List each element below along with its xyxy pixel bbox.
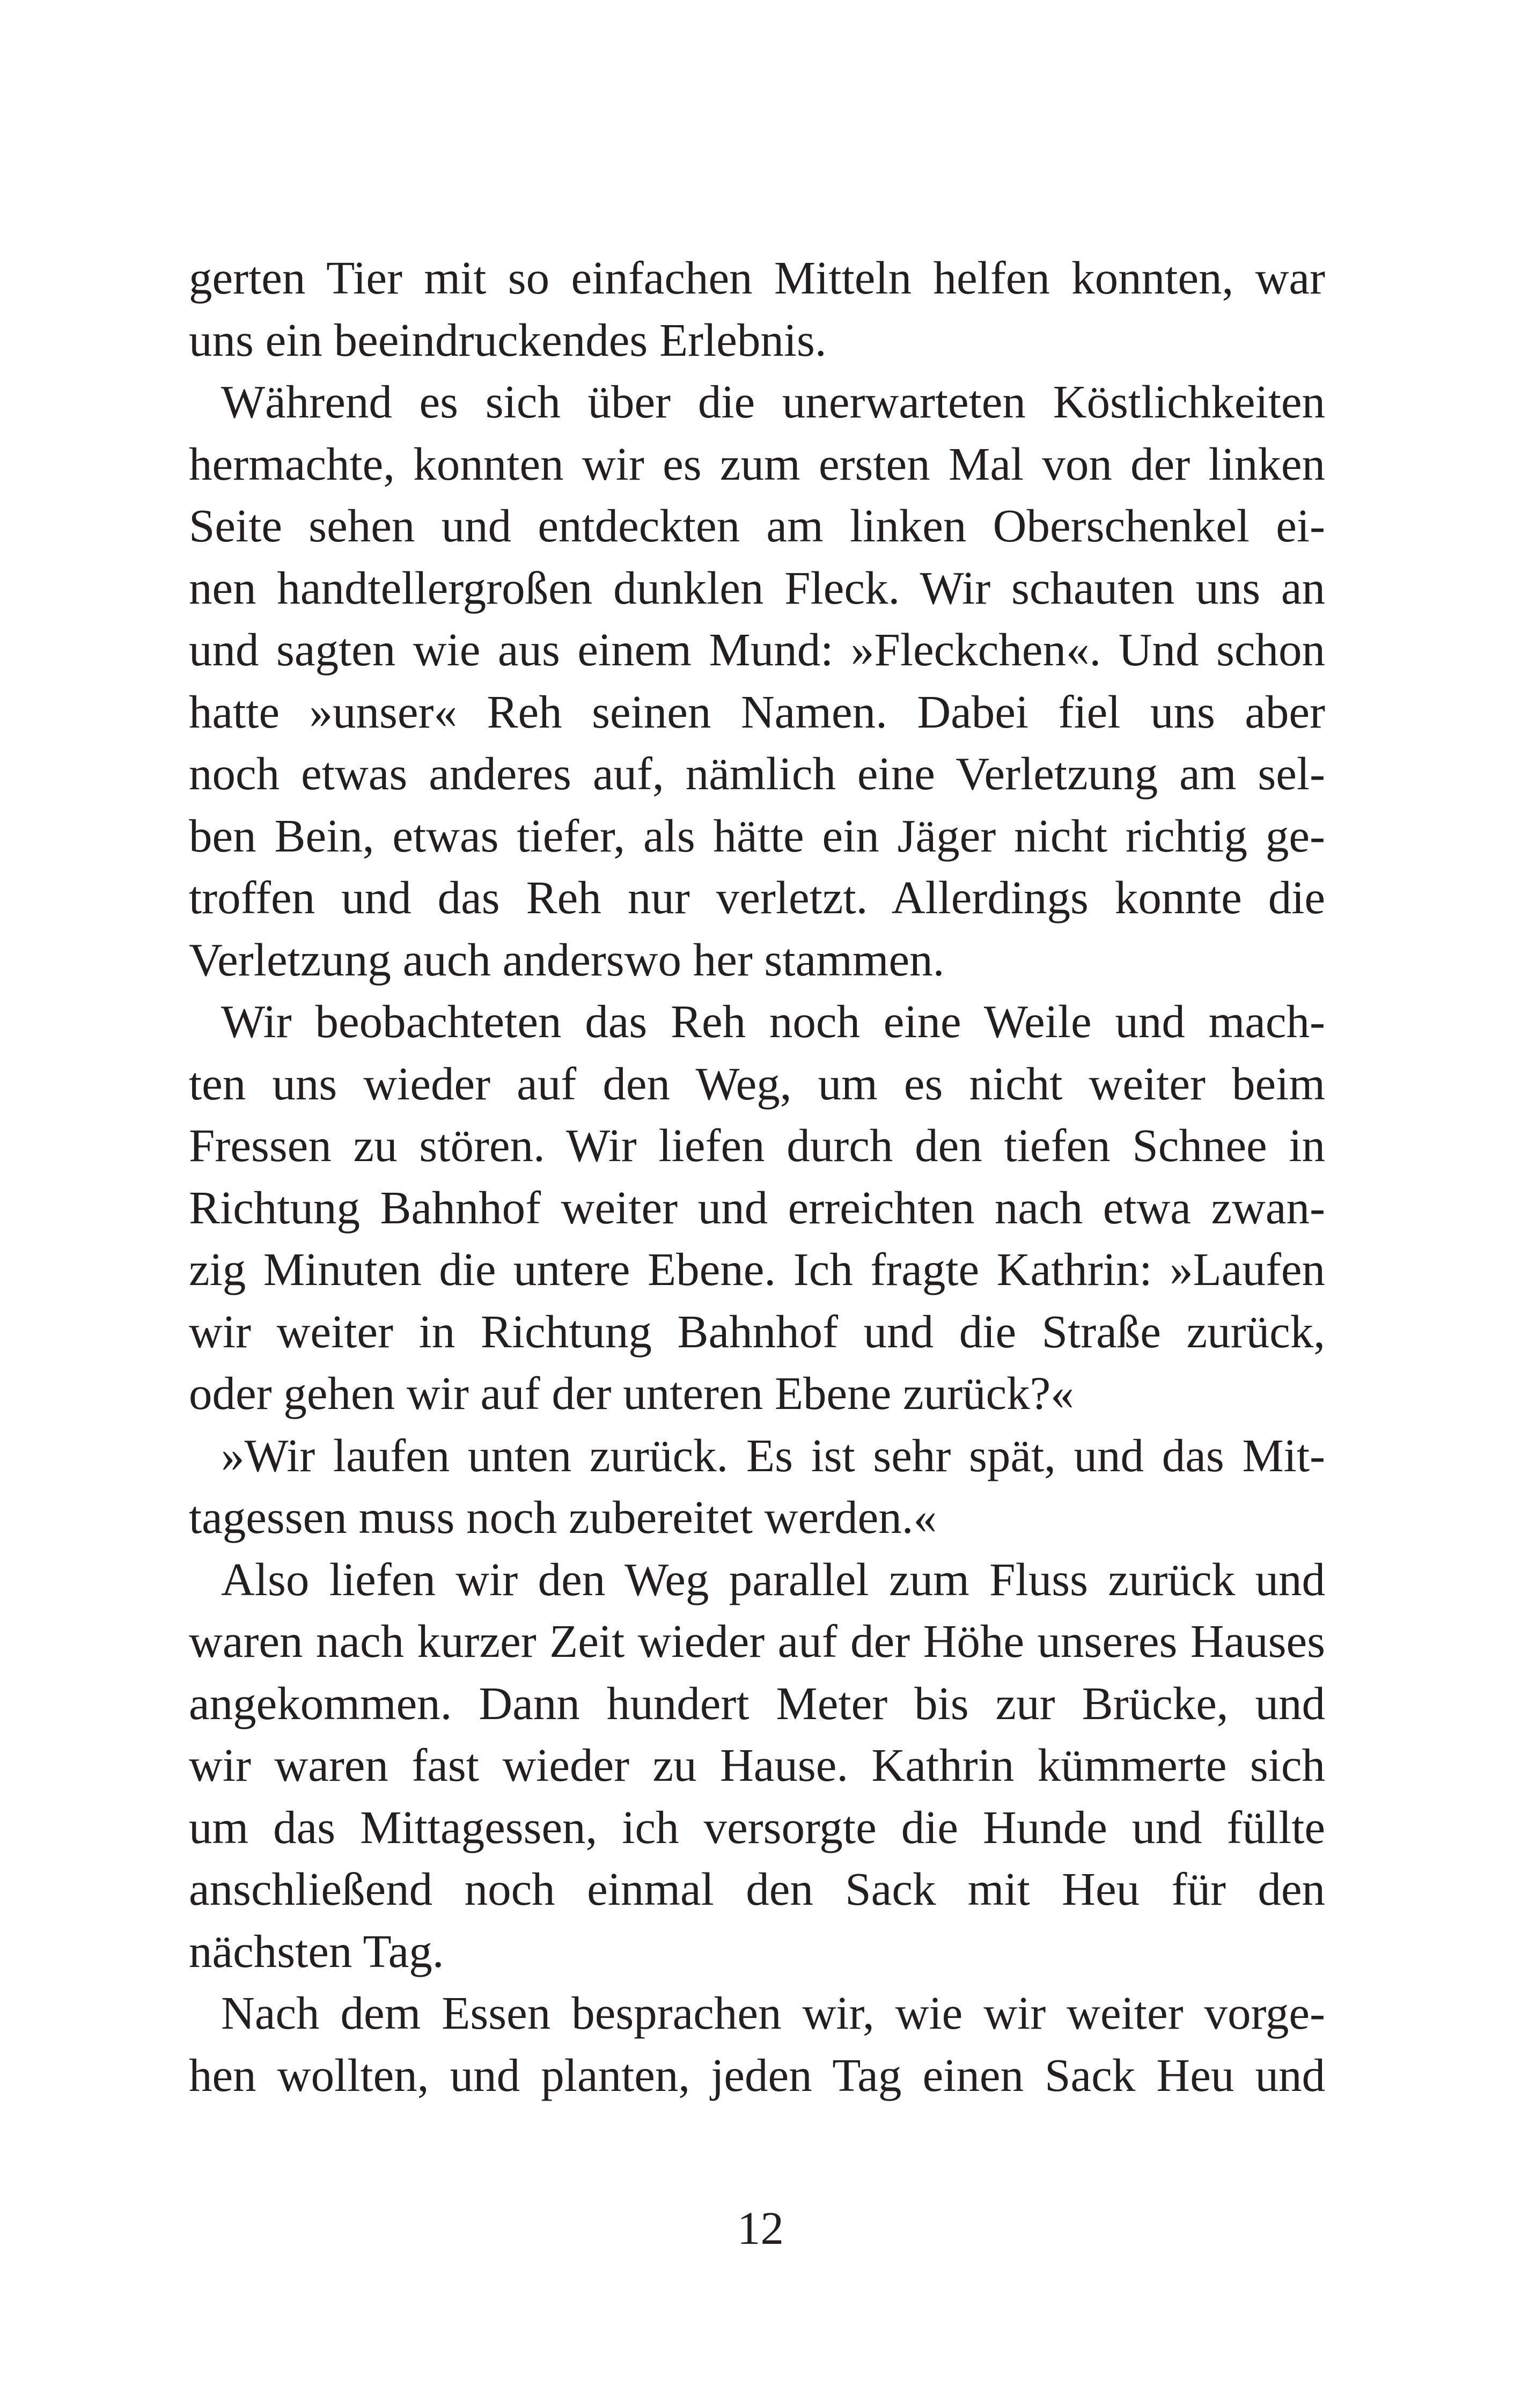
text-line: tagessen muss noch zubereitet werden.« bbox=[189, 1491, 937, 1543]
text-line: »Wir laufen unten zurück. Es ist sehr spät, und das Mit- bbox=[221, 1429, 1325, 1481]
text-line: Verletzung auch anderswo her stammen. bbox=[189, 933, 945, 986]
text-line: troffen und das Reh nur verletzt. Allerdings konnte die bbox=[189, 871, 1325, 923]
text-line: Wir beobachteten das Reh noch eine Weile und mach- bbox=[221, 995, 1325, 1047]
text-line: wir weiter in Richtung Bahnhof und die Straße zurück, bbox=[189, 1305, 1325, 1357]
text-line: um das Mittagessen, ich versorgte die Hunde und füllte bbox=[189, 1801, 1325, 1853]
text-line: ben Bein, etwas tiefer, als hätte ein Jäger nicht richtig ge- bbox=[189, 809, 1325, 862]
text-line: anschließend noch einmal den Sack mit Heu für den bbox=[189, 1863, 1325, 1915]
text-line: hermachte, konnten wir es zum ersten Mal von der linken bbox=[189, 437, 1325, 490]
page-number: 12 bbox=[737, 2202, 784, 2254]
text-line: wir waren fast wieder zu Hause. Kathrin kümmerte sich bbox=[189, 1739, 1325, 1791]
text-line: Richtung Bahnhof weiter und erreichten nach etwa zwan- bbox=[189, 1181, 1325, 1234]
text-line: Fressen zu stören. Wir liefen durch den tiefen Schnee in bbox=[189, 1119, 1325, 1171]
text-line: waren nach kurzer Zeit wieder auf der Höhe unseres Hauses bbox=[189, 1615, 1325, 1667]
text-line: oder gehen wir auf der unteren Ebene zurück?« bbox=[189, 1367, 1074, 1419]
text-line: gerten Tier mit so einfachen Mitteln helfen konnten, war bbox=[189, 252, 1325, 304]
text-line: Seite sehen und entdeckten am linken Oberschenkel ei- bbox=[189, 500, 1325, 552]
text-line: Während es sich über die unerwarteten Köstlichkeiten bbox=[221, 376, 1325, 428]
body-text bbox=[189, 247, 1325, 2106]
text-line: und sagten wie aus einem Mund: »Fleckchen«. Und schon bbox=[189, 623, 1325, 676]
text-line: ten uns wieder auf den Weg, um es nicht weiter beim bbox=[189, 1057, 1325, 1110]
text-line: noch etwas anderes auf, nämlich eine Verletzung am sel- bbox=[189, 747, 1325, 799]
text-line: Nach dem Essen besprachen wir, wie wir weiter vorge- bbox=[221, 1987, 1325, 2039]
text-line: nächsten Tag. bbox=[189, 1925, 444, 1977]
text-line: zig Minuten die untere Ebene. Ich fragte Kathrin: »Laufen bbox=[189, 1243, 1325, 1295]
text-line: hen wollten, und planten, jeden Tag einen Sack Heu und bbox=[189, 2049, 1325, 2101]
text-line: angekommen. Dann hundert Meter bis zur Brücke, und bbox=[189, 1677, 1325, 1729]
text-line: uns ein beeindruckendes Erlebnis. bbox=[189, 313, 827, 366]
text-line: nen handtellergroßen dunklen Fleck. Wir schauten uns an bbox=[189, 561, 1325, 614]
text-line: hatte »unser« Reh seinen Namen. Dabei fiel uns aber bbox=[189, 685, 1325, 738]
text-line: Also liefen wir den Weg parallel zum Fluss zurück und bbox=[221, 1553, 1325, 1605]
